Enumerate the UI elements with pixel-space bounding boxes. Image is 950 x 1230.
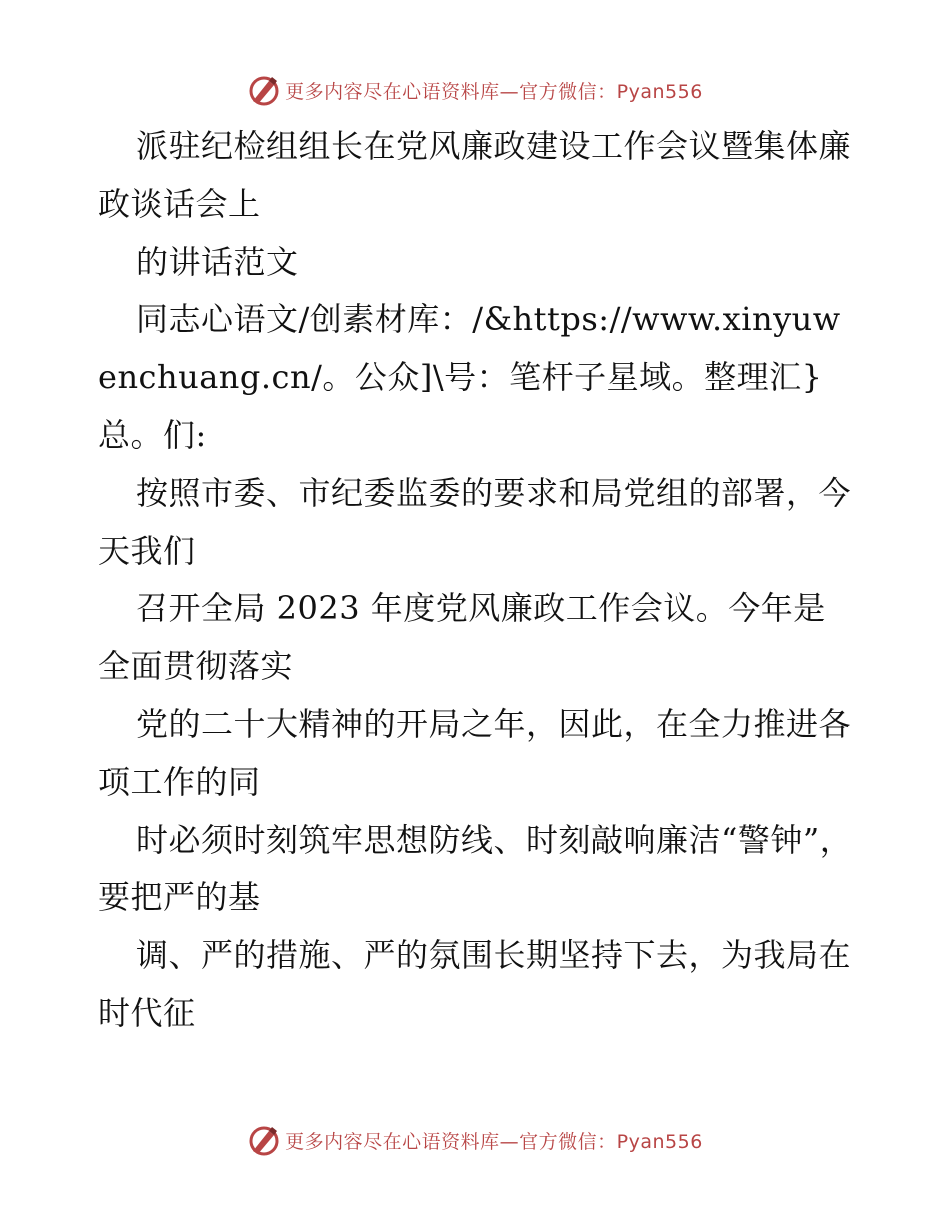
paragraph-body-3: 党的二十大精神的开局之年，因此，在全力推进各项工作的同	[98, 704, 852, 801]
paragraph-body-2: 召开全局 2023 年度党风廉政工作会议。今年是全面贯彻落实	[98, 589, 826, 686]
paragraph-source: 同志心语文/创素材库：/&https://www.xinyuwenchuang.cn/。公众]\号：笔杆子星域。整理汇}总。们:	[98, 300, 841, 454]
pen-circle-icon	[247, 1123, 281, 1157]
watermark-banner-top	[0, 70, 950, 110]
paragraph-body-4: 时必须时刻筑牢思想防线、时刻敲响廉洁“警钟”，要把严的基	[98, 820, 853, 917]
pen-circle-icon	[247, 73, 281, 107]
document-body	[98, 118, 858, 1043]
paragraph-body-1: 按照市委、市纪委监委的要求和局党组的部署，今天我们	[98, 473, 852, 570]
watermark-text: 更多内容尽在心语资料库—官方微信：Pyan556	[285, 80, 703, 103]
paragraph-body-5: 调、严的措施、严的氛围长期坚持下去，为我局在时代征	[98, 936, 852, 1032]
paragraph-title-cont: 的讲话范文	[136, 242, 299, 281]
paragraph-title: 派驻纪检组组长在党风廉政建设工作会议暨集体廉政谈话会上	[98, 127, 852, 223]
watermark-banner-bottom	[0, 1120, 950, 1160]
watermark-text: 更多内容尽在心语资料库—官方微信：Pyan556	[285, 1130, 703, 1153]
